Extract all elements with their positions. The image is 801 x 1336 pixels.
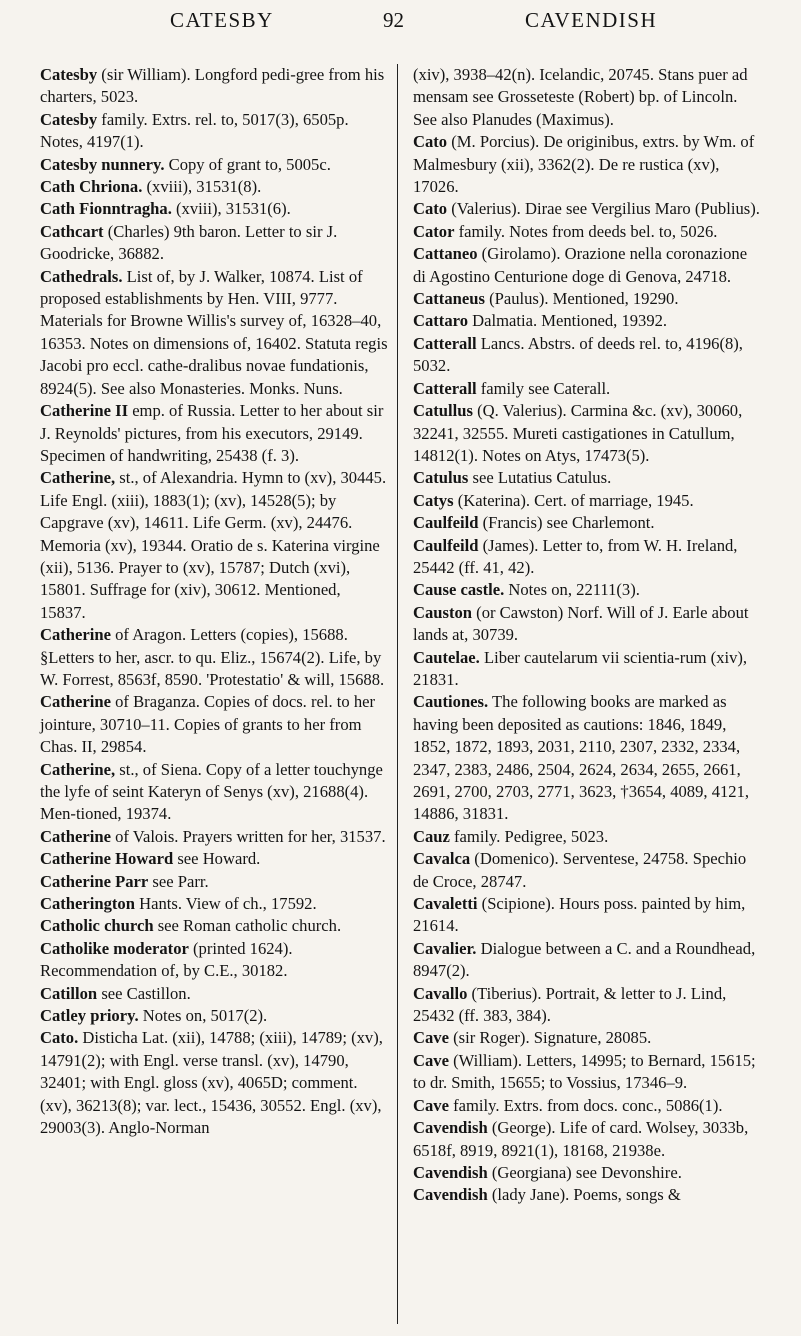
entry-text: family. Extrs. rel. to, 5017(3), 6505p. Notes, 4197(1). xyxy=(40,109,349,152)
entry-heading: Cavaletti xyxy=(413,894,478,914)
entry-text: st., of Alexandria. Hymn to (xv), 30445. Life Engl. (xiii), 1883(1); (xv), 14528(5); by Capgrave (xv), 14611. Life Germ. (xv), 24476. Memoria (xv), 19344. Oratio de s. Katerina virgine (xii), 5136. Prayer to (xv), 15787; Dutch (xvi), 15801. Suffrage for (xiv), 30612. Mentioned, 15837. xyxy=(40,468,387,622)
header-left-word: CATESBY xyxy=(170,8,274,32)
index-entry xyxy=(40,154,388,176)
entry-text: of Aragon. Letters (copies), 15688. §Letters to her, ascr. to qu. Eliz., 15674(2). Life, by W. Forrest, 8563f, 8590. 'Protestatio' & will, 15688. xyxy=(40,625,385,689)
index-entry xyxy=(413,938,763,983)
entry-text: (or Cawston) Norf. Will of J. Earle about lands at, 30739. xyxy=(413,602,749,645)
index-entry xyxy=(40,983,388,1005)
index-entry xyxy=(413,1184,763,1206)
index-entry xyxy=(413,1095,763,1117)
entry-heading: Catholike moderator xyxy=(40,938,189,958)
entry-text: see Parr. xyxy=(148,871,209,891)
entry-heading: Cautelae. xyxy=(413,647,480,667)
running-header xyxy=(0,8,801,42)
entry-heading: Cauz xyxy=(413,826,450,846)
entry-text: see Howard. xyxy=(173,849,261,869)
index-entry xyxy=(413,1027,763,1049)
index-entry xyxy=(413,1162,763,1184)
entry-heading: Cato xyxy=(413,199,448,219)
entry-text: (Domenico). Serventese, 24758. Spechio de Croce, 28747. xyxy=(413,849,747,891)
entry-heading: Cathcart xyxy=(40,221,104,241)
entry-text: (Paulus). Mentioned, 19290. xyxy=(484,289,679,309)
entry-heading: Catys xyxy=(413,490,454,510)
index-entry xyxy=(40,198,388,220)
entry-text: Disticha Lat. (xii), 14788; (xiii), 14789; (xv), 14791(2); with Engl. verse transl. (xv), 14790, 32401; with Engl. gloss (xv), 4065D; comment. (xv), 36213(8); var. lect., 15436, 30552. Engl. (xv), 29003(3). Anglo-Norman xyxy=(40,1028,383,1138)
entry-text: (M. Porcius). De originibus, extrs. by Wm. of Malmesbury (xii), 3362(2). De re rustica (xv), 17026. xyxy=(413,132,755,197)
right-column xyxy=(413,64,763,1207)
entry-text: (sir Roger). Signature, 28085. xyxy=(448,1028,652,1048)
entry-heading: Catesby xyxy=(40,109,98,129)
entry-text: (xviii), 31531(8). xyxy=(142,177,262,197)
entry-heading: Cave xyxy=(413,1050,449,1070)
left-column xyxy=(40,64,388,1140)
entry-heading: Catterall xyxy=(413,378,477,398)
entry-text: Dalmatia. Mentioned, 19392. xyxy=(468,311,668,331)
index-entry xyxy=(40,938,388,983)
index-entry xyxy=(413,1050,763,1095)
index-entry xyxy=(413,221,763,243)
entry-text: (sir William). Longford pedi-gree from his charters, 5023. xyxy=(40,65,385,107)
index-entry xyxy=(413,288,763,310)
index-entry xyxy=(413,310,763,332)
index-entry xyxy=(413,333,763,378)
index-entry xyxy=(40,64,388,109)
entry-text: of Braganza. Copies of docs. rel. to her jointure, 30710–11. Copies of grants to her from Chas. II, 29854. xyxy=(40,692,376,757)
entry-text: family see Caterall. xyxy=(476,378,611,398)
entry-text: (Georgiana) see Devonshire. xyxy=(487,1162,682,1182)
entry-heading: Catterall xyxy=(413,333,477,353)
entry-heading: Catherine Parr xyxy=(40,871,149,891)
index-entry xyxy=(40,266,388,400)
entry-text: Hants. View of ch., 17592. xyxy=(134,894,317,914)
index-entry xyxy=(413,602,763,647)
index-entry xyxy=(413,64,763,131)
index-entry xyxy=(40,1027,388,1139)
entry-text: see Castillon. xyxy=(97,983,191,1003)
entry-heading: Cato xyxy=(413,132,448,152)
entry-heading: Catherine xyxy=(40,826,111,846)
index-entry xyxy=(413,131,763,198)
index-entry xyxy=(413,400,763,467)
entry-heading: Catholic church xyxy=(40,916,154,936)
entry-heading: Cattaneus xyxy=(413,289,485,309)
entry-text: (Katerina). Cert. of marriage, 1945. xyxy=(453,490,694,510)
entry-text: family. Pedigree, 5023. xyxy=(449,826,609,846)
entry-text: (Q. Valerius). Carmina &c. (xv), 30060, 32241, 32555. Mureti castigationes in Catullum, 14812(1). Notes on Atys, 17473(5). xyxy=(413,401,743,465)
entry-heading: Catherine xyxy=(40,692,111,712)
index-entry xyxy=(40,826,388,848)
entry-text: emp. of Russia. Letter to her about sir J. Reynolds' pictures, from his executors, 29149. Specimen of handwriting, 25438 (f. 3). xyxy=(40,401,384,465)
entry-heading: Caulfeild xyxy=(413,535,479,555)
entry-heading: Cautiones. xyxy=(413,692,489,712)
entry-text: Notes on, 5017(2). xyxy=(138,1006,268,1026)
index-columns xyxy=(0,64,801,1324)
entry-text: (xiv), 3938–42(n). Icelandic, 20745. Stans puer ad mensam see Grosseteste (Robert) bp. of Lincoln. See also Planudes (Maximus). xyxy=(413,65,748,129)
entry-text: (xviii), 31531(6). xyxy=(171,199,291,219)
entry-heading: Cath Chriona. xyxy=(40,177,143,197)
entry-heading: Catherine xyxy=(40,625,111,645)
index-entry xyxy=(413,893,763,938)
entry-heading: Cattaro xyxy=(413,311,468,331)
index-entry xyxy=(40,915,388,937)
index-entry xyxy=(40,467,388,624)
entry-heading: Catherington xyxy=(40,894,135,914)
entry-text: Dialogue between a C. and a Roundhead, 8947(2). xyxy=(413,938,756,981)
entry-text: (Francis) see Charlemont. xyxy=(478,513,655,533)
entry-heading: Cator xyxy=(413,221,455,241)
index-entry xyxy=(413,243,763,288)
entry-heading: Catherine Howard xyxy=(40,849,174,869)
entry-text: (Valerius). Dirae see Vergilius Maro (Publius). xyxy=(447,199,760,219)
entry-text: Notes on, 22111(3). xyxy=(504,580,640,600)
index-entry xyxy=(413,512,763,534)
entry-text: see Lutatius Catulus. xyxy=(468,468,612,488)
index-entry xyxy=(40,109,388,154)
entry-heading: Cathedrals. xyxy=(40,266,123,286)
entry-heading: Catesby xyxy=(40,65,98,84)
index-entry xyxy=(40,848,388,870)
entry-heading: Cavalca xyxy=(413,849,471,869)
entry-text: Lancs. Abstrs. of deeds rel. to, 4196(8), 5032. xyxy=(413,333,743,376)
entry-heading: Catherine II xyxy=(40,401,129,421)
index-entry xyxy=(40,893,388,915)
entry-heading: Catullus xyxy=(413,401,473,421)
entry-text: (printed 1624). Recommendation of, by C.E., 30182. xyxy=(40,938,293,981)
entry-text: (Girolamo). Orazione nella coronazione di Agostino Centurione doge di Genova, 24718. xyxy=(413,244,748,286)
index-entry xyxy=(40,871,388,893)
entry-heading: Catley priory. xyxy=(40,1006,139,1026)
entry-text: family. Extrs. from docs. conc., 5086(1). xyxy=(448,1095,723,1115)
index-entry xyxy=(40,400,388,467)
entry-text: of Valois. Prayers written for her, 31537. xyxy=(110,826,386,846)
page-number: 92 xyxy=(383,8,404,32)
index-entry xyxy=(413,579,763,601)
index-entry xyxy=(40,759,388,826)
entry-text: (Scipione). Hours poss. painted by him, 21614. xyxy=(413,894,746,936)
header-right-word: CAVENDISH xyxy=(525,8,658,32)
index-entry xyxy=(413,490,763,512)
entry-text: st., of Siena. Copy of a letter touchynge the lyfe of seint Kateryn of Senys (xv), 21688(4). Men-tioned, 19374. xyxy=(40,759,383,824)
index-entry xyxy=(40,691,388,758)
entry-heading: Cave xyxy=(413,1028,449,1048)
entry-heading: Cavendish xyxy=(413,1162,488,1182)
index-entry xyxy=(413,848,763,893)
entry-heading: Cato. xyxy=(40,1028,79,1048)
entry-text: (Charles) 9th baron. Letter to sir J. Goodricke, 36882. xyxy=(40,221,338,264)
index-entry xyxy=(413,198,763,220)
entry-heading: Caulfeild xyxy=(413,513,479,533)
entry-heading: Cattaneo xyxy=(413,244,478,264)
index-entry xyxy=(413,826,763,848)
entry-heading: Catillon xyxy=(40,983,98,1003)
entry-text: Liber cautelarum vii scientia-rum (xiv), 21831. xyxy=(413,647,748,689)
index-entry xyxy=(413,1117,763,1162)
index-entry xyxy=(40,624,388,691)
entry-heading: Cavallo xyxy=(413,983,468,1003)
index-entry xyxy=(413,983,763,1028)
entry-text: List of, by J. Walker, 10874. List of proposed establishments by Hen. VIII, 9777. Materials for Browne Willis's survey of, 16328–40, 16353. Notes on dimensions of, 16402. Statuta regis Jacobi pro eccl. cathe-dralibus novae fundationis, 8924(5). See also Monasteries. Monks. Nuns. xyxy=(40,266,388,398)
entry-text: family. Notes from deeds bel. to, 5026. xyxy=(454,221,718,241)
entry-heading: Catulus xyxy=(413,468,469,488)
index-entry xyxy=(413,647,763,692)
entry-heading: Cavendish xyxy=(413,1185,488,1205)
index-entry xyxy=(40,221,388,266)
index-entry xyxy=(40,1005,388,1027)
entry-text: Copy of grant to, 5005c. xyxy=(164,154,331,174)
entry-text: (James). Letter to, from W. H. Ireland, 25442 (ff. 41, 42). xyxy=(413,535,738,577)
entry-heading: Catesby nunnery. xyxy=(40,154,165,174)
entry-heading: Cath Fionntragha. xyxy=(40,199,172,219)
entry-text: (lady Jane). Poems, songs & xyxy=(487,1185,681,1205)
index-entry xyxy=(413,467,763,489)
entry-heading: Cavendish xyxy=(413,1118,488,1138)
entry-heading: Cavalier. xyxy=(413,938,477,958)
index-entry xyxy=(413,691,763,825)
entry-text: (William). Letters, 14995; to Bernard, 15615; to dr. Smith, 15655; to Vossius, 17346–9. xyxy=(413,1050,756,1093)
index-entry xyxy=(40,176,388,198)
index-entry xyxy=(413,378,763,400)
entry-heading: Catherine, xyxy=(40,468,116,488)
entry-text: (George). Life of card. Wolsey, 3033b, 6518f, 8919, 8921(1), 18168, 21938e. xyxy=(413,1118,749,1160)
entry-text: see Roman catholic church. xyxy=(153,916,342,936)
entry-heading: Catherine, xyxy=(40,759,116,779)
entry-text: (Tiberius). Portrait, & letter to J. Lind, 25432 (ff. 383, 384). xyxy=(413,983,727,1026)
index-entry xyxy=(413,535,763,580)
entry-heading: Cave xyxy=(413,1095,449,1115)
entry-heading: Causton xyxy=(413,602,473,622)
entry-text: The following books are marked as having been deposited as cautions: 1846, 1849, 1852, 1872, 1893, 2031, 2110, 2307, 2332, 2334, 2347, 2383, 2486, 2504, 2624, 2634, 2655, 2661, 2691, 2700, 2703, 2771, 3623, †3654, 4089, 4121, 14886, 31831. xyxy=(413,692,750,824)
entry-heading: Cause castle. xyxy=(413,580,505,600)
